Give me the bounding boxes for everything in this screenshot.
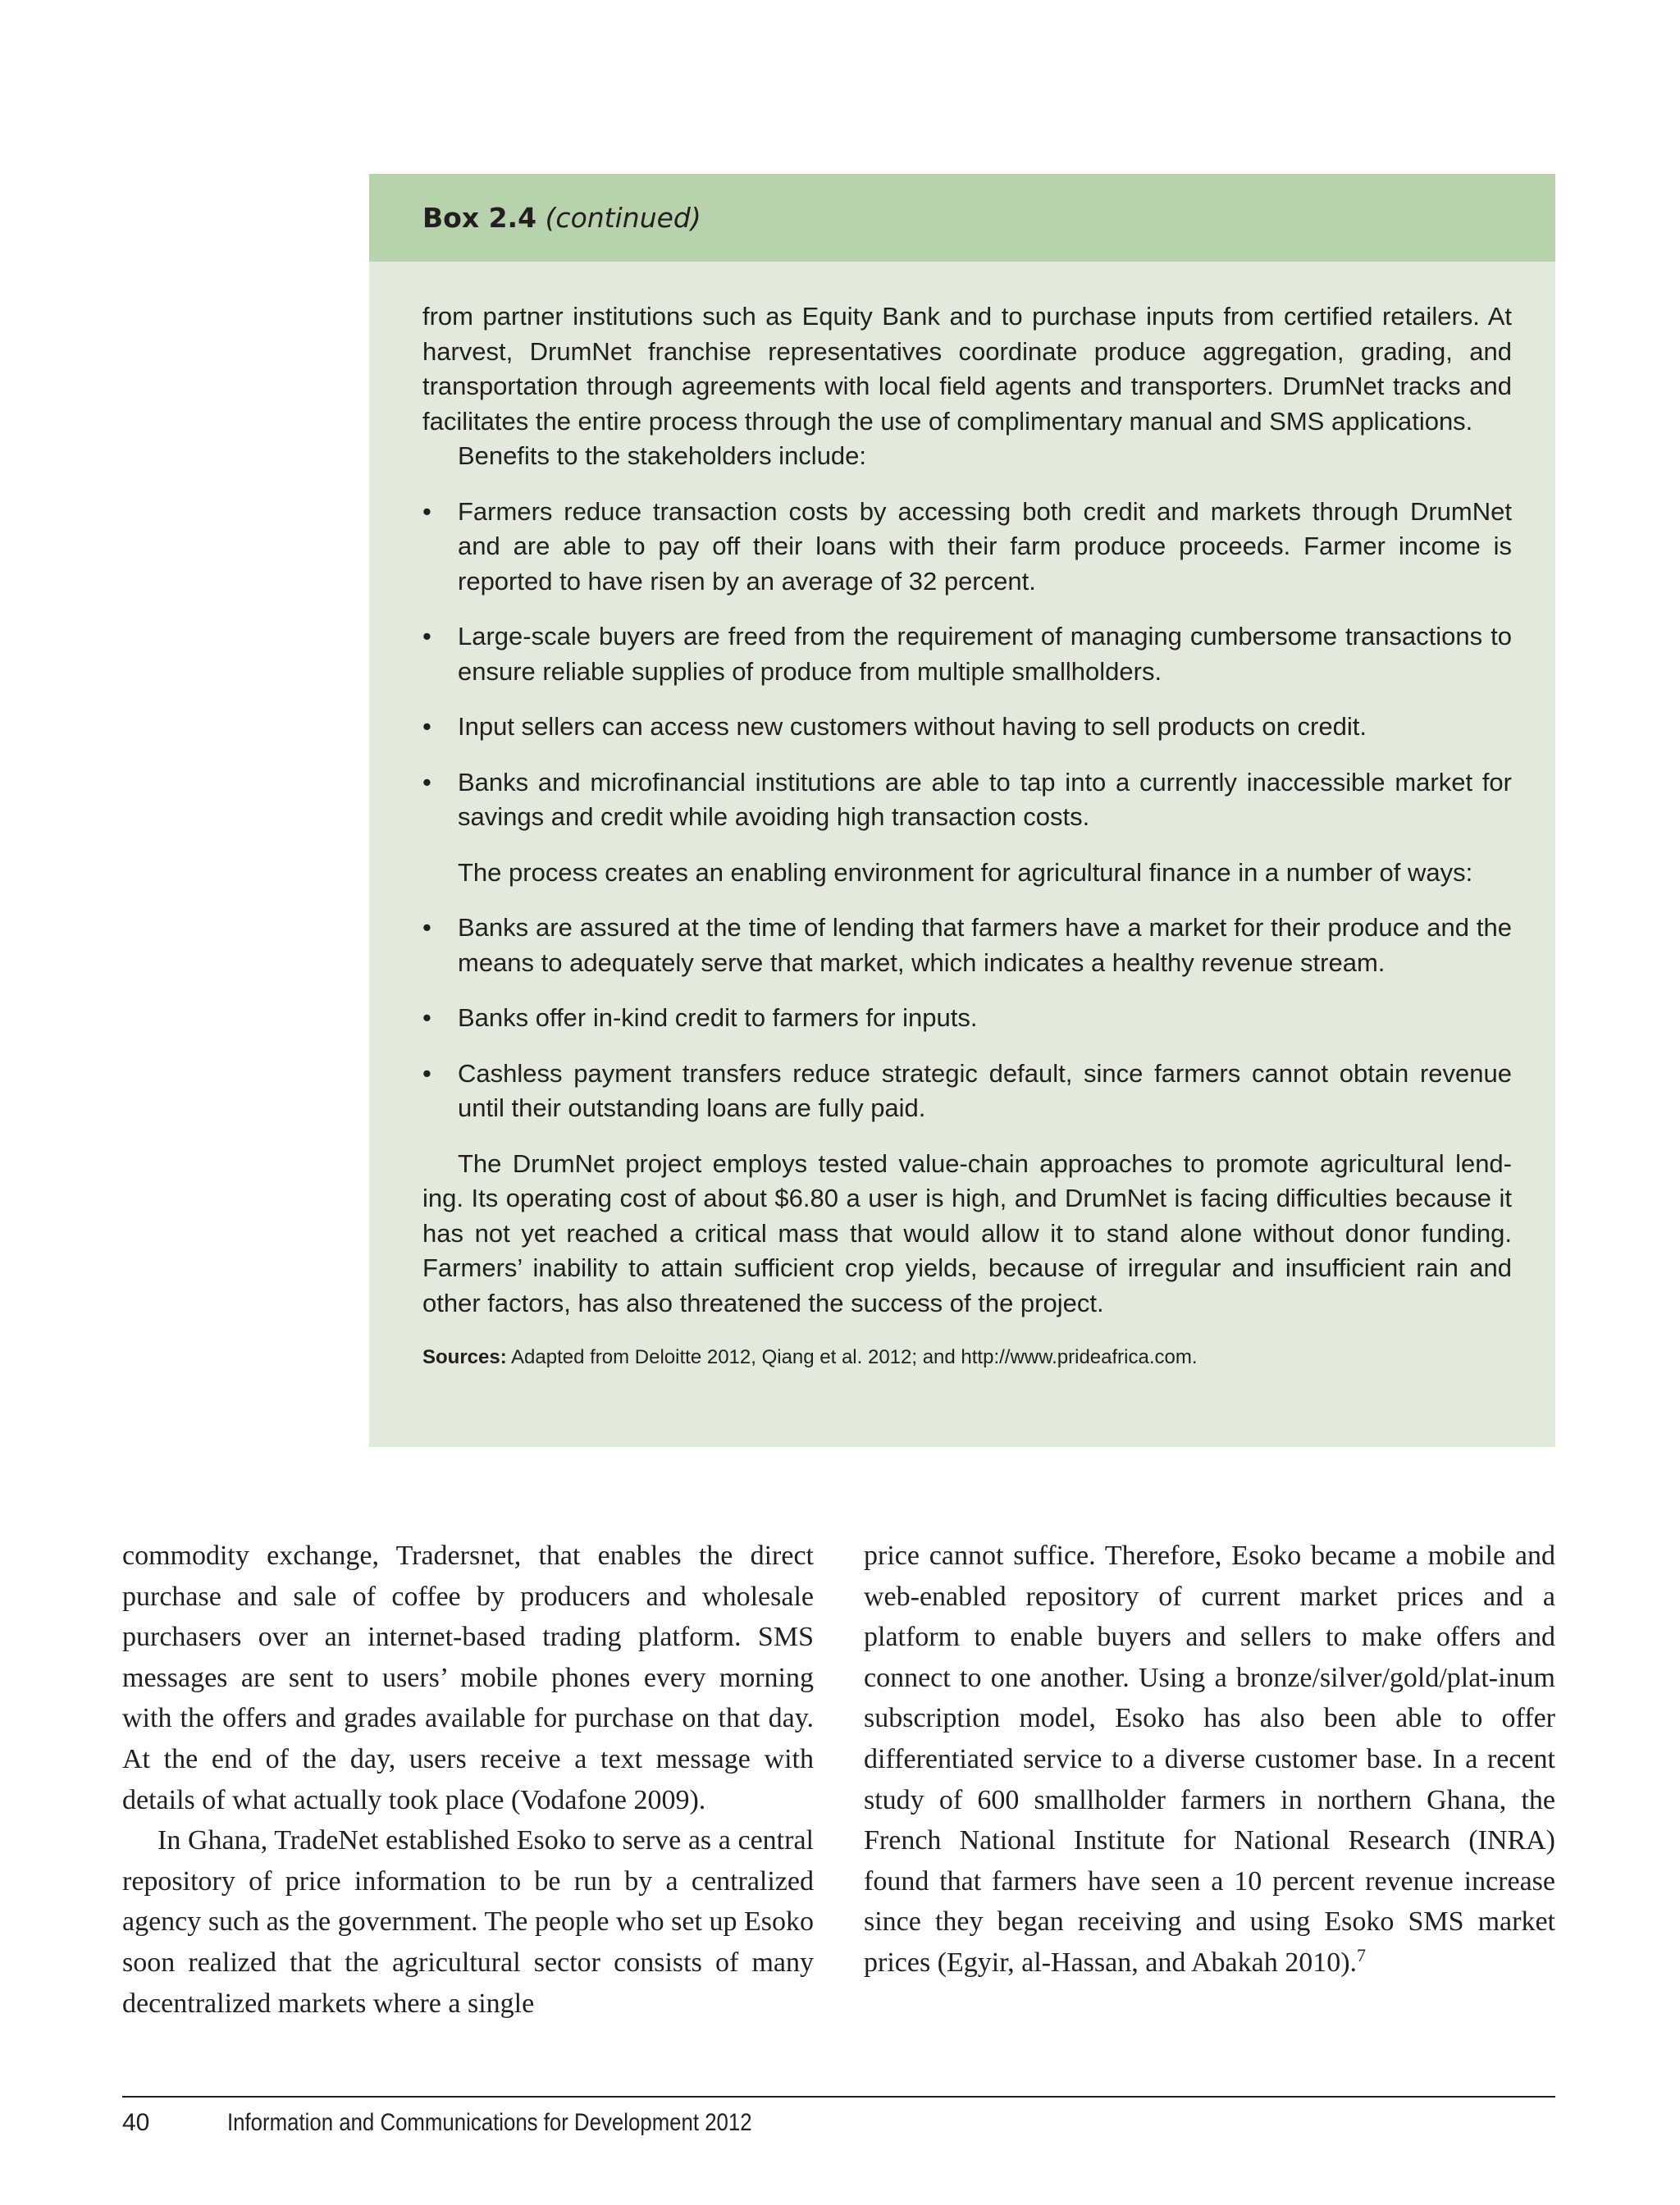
box-2-4 <box>369 174 1555 1447</box>
benefits-intro: Benefits to the stakeholders include: <box>458 441 867 470</box>
bullet-icon: • <box>422 496 431 526</box>
benefit-text: Banks and microfinancial institutions are able to tap into a currently inaccessible market for savings and credit while avoiding high transaction costs. <box>458 767 1512 831</box>
box-body <box>422 299 1512 1370</box>
body-paragraph-text: price cannot suffice. Therefore, Esoko became a mobile and web-enabled repository of current market prices and a platform to enable buyers and sellers to make offers and connect to one another. Using a bronze/silver/gold/plat-inum subscription model, Esoko has also been able to offer differentiated service to a diverse customer base. In a recent study of 600 smallholder farmers in northern Ghana, the French National Institute for National Research (INRA) found that farmers have seen a 10 percent revenue increase since they began receiving and using Esoko SMS market prices (Egyir, al-Hassan, and Abakah 2010). <box>864 1541 1555 1978</box>
benefit-item <box>422 765 1512 835</box>
benefit-text: Farmers reduce transaction costs by accessing both credit and markets through DrumNet and are able to pay off their loans with their farm produce proceeds. Farmer income is reported to have risen by an average of 32 percent. <box>458 496 1512 596</box>
page-number: 40 <box>122 2109 150 2136</box>
bullet-icon: • <box>422 1003 431 1032</box>
benefit-item <box>422 710 1512 745</box>
bullet-icon: • <box>422 712 431 741</box>
sources-label: Sources: <box>422 1346 507 1368</box>
process-item <box>422 1001 1512 1036</box>
process-intro: The process creates an enabling environment for agricultural finance in a number of ways: <box>458 857 1473 887</box>
bullet-icon: • <box>422 1058 431 1088</box>
benefit-text: Input sellers can access new customers without having to sell products on credit. <box>458 712 1367 741</box>
footer-divider <box>122 2096 1555 2098</box>
process-item <box>422 1057 1512 1126</box>
benefit-text: Large-scale buyers are freed from the requirement of managing cumbersome transactions to ensure reliable supplies of produce from multiple smallholders. <box>458 622 1512 686</box>
right-column <box>864 1536 1555 1984</box>
box-title <box>422 202 701 235</box>
process-text: Banks offer in-kind credit to farmers for inputs. <box>458 1003 978 1032</box>
process-text: Banks are assured at the time of lending that farmers have a market for their produce and the means to adequately serve that market, which indicates a healthy revenue stream. <box>458 913 1512 977</box>
closing-paragraph: The DrumNet project employs tested value-chain approaches to promote agricultural lend-ing. Its operating cost of about $6.80 a user is high, and DrumNet is facing difficulties because it has not yet reached a critical mass that would allow it to stand alone without donor funding. Farmers’ inability to attain sufficient crop yields, because of irregular and insufficient rain and other factors, has also threatened the success of the project. <box>422 1148 1512 1317</box>
benefits-list <box>422 495 1512 835</box>
box-header <box>369 174 1555 262</box>
bullet-icon: • <box>422 767 431 797</box>
bullet-icon: • <box>422 622 431 651</box>
left-column <box>122 1536 814 2024</box>
box-intro-paragraph: from partner institutions such as Equity Bank and to purchase inputs from certified retailers. At harvest, DrumNet franchise representatives coordinate produce aggregation, grading, and transportation through agreements with local field agents and transporters. DrumNet tracks and facilitates the entire process through the use of complimentary manual and SMS applications. <box>422 302 1512 436</box>
process-text: Cashless payment transfers reduce strategic default, since farmers cannot obtain revenue until their outstanding loans are fully paid. <box>458 1058 1512 1122</box>
sources-text: Adapted from Deloitte 2012, Qiang et al. 2012; and http://www.prideafrica.com. <box>511 1346 1198 1368</box>
benefit-item <box>422 619 1512 689</box>
box-number: Box 2.4 <box>422 202 537 234</box>
benefit-item <box>422 495 1512 600</box>
bullet-icon: • <box>422 913 431 942</box>
body-paragraph <box>864 1536 1555 1984</box>
running-title: Information and Communications for Development 2012 <box>227 2109 752 2136</box>
body-paragraph: In Ghana, TradeNet established Esoko to serve as a central repository of price information to be run by a centralized agency such as the government. The people who set up Esoko soon realized that the agricultural sector consists of many decentralized markets where a single <box>122 1825 814 2019</box>
footnote-marker: 7 <box>1357 1944 1367 1965</box>
body-paragraph: commodity exchange, Tradersnet, that enables the direct purchase and sale of coffee by producers and wholesale purchasers over an internet-based trading platform. SMS messages are sent to users’ mobile phones every morning with the offers and grades available for purchase on that day. At the end of the day, users receive a text message with details of what actually took place (Vodafone 2009). <box>122 1541 814 1815</box>
sources-note <box>422 1345 1512 1370</box>
process-list <box>422 911 1512 1126</box>
process-item <box>422 911 1512 980</box>
box-continued-label: (continued) <box>545 202 701 234</box>
